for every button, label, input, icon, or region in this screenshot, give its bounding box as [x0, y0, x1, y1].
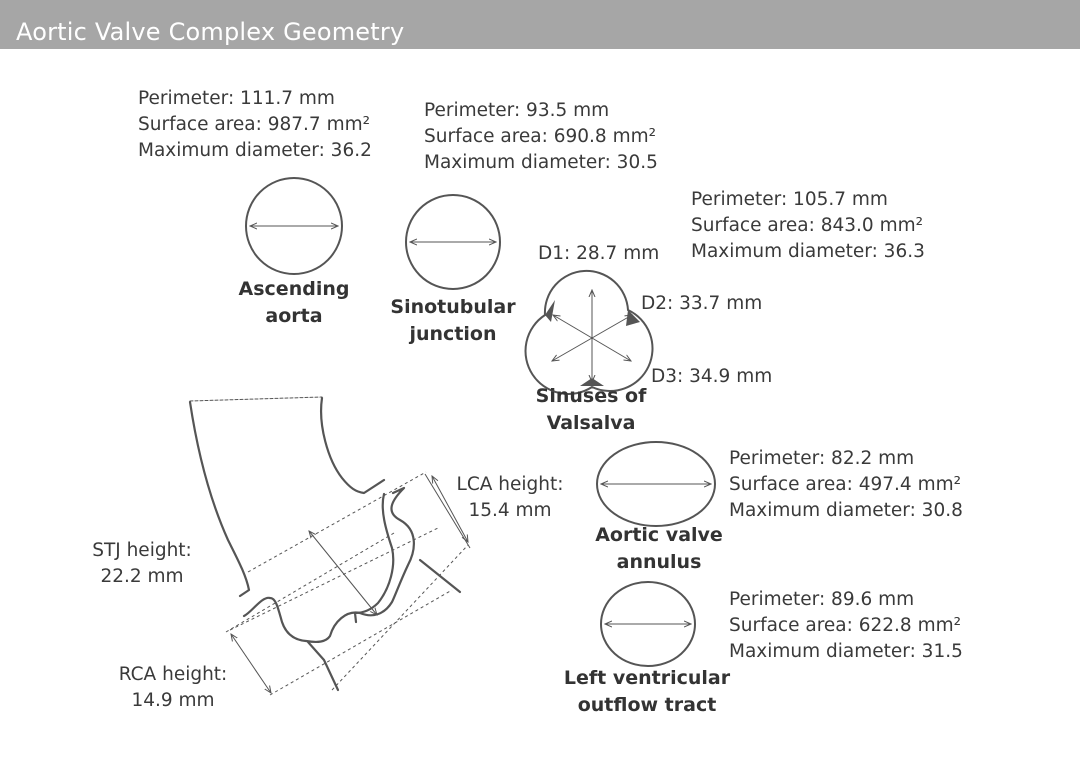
- rca-height-label: RCA height:: [118, 664, 228, 685]
- sinuses-d1: D1: 28.7 mm: [538, 243, 660, 264]
- sinuses-perimeter: Perimeter: 105.7 mm: [691, 189, 888, 210]
- sinuses-label: [511, 383, 671, 437]
- sinuses-stats: [691, 187, 925, 265]
- lvot-label-line1: Left ventricular: [563, 667, 731, 689]
- sinotubular-junction-shape: [406, 195, 500, 289]
- stj-perimeter: Perimeter: 93.5 mm: [424, 100, 610, 121]
- ascending-aorta-max-diameter: Maximum diameter: 36.2: [138, 140, 372, 161]
- sinuses-surface-area: Surface area: 843.0 mm²: [691, 215, 924, 236]
- lvot-label: [557, 665, 737, 719]
- annulus-label: [579, 522, 739, 576]
- stj-height: [72, 538, 212, 590]
- ascending-aorta-shape: [246, 178, 342, 274]
- lvot-max-diameter: Maximum diameter: 31.5: [729, 641, 963, 662]
- annulus-label-line2: annulus: [616, 551, 702, 573]
- annulus-shape: [597, 442, 715, 526]
- annulus-surface-area: Surface area: 497.4 mm²: [729, 474, 962, 495]
- annulus-stats: [729, 446, 963, 524]
- stj-surface-area: Surface area: 690.8 mm²: [424, 126, 657, 147]
- ascending-aorta-label: [214, 276, 374, 330]
- annulus-max-diameter: Maximum diameter: 30.8: [729, 500, 963, 521]
- sinuses-max-diameter: Maximum diameter: 36.3: [691, 241, 925, 262]
- lvot-surface-area: Surface area: 622.8 mm²: [729, 615, 962, 636]
- sinuses-d3: D3: 34.9 mm: [651, 366, 773, 387]
- lca-height-label: LCA height:: [456, 474, 564, 495]
- annulus-perimeter: Perimeter: 82.2 mm: [729, 448, 915, 469]
- ascending-aorta-surface-area: Surface area: 987.7 mm²: [138, 114, 371, 135]
- lvot-stats: [729, 587, 963, 665]
- rca-height: [103, 662, 243, 714]
- rca-height-value: 14.9 mm: [131, 690, 215, 711]
- stj-label-line2: junction: [409, 323, 497, 345]
- stj-max-diameter: Maximum diameter: 30.5: [424, 152, 658, 173]
- sinuses-of-valsalva-shape: [526, 271, 653, 394]
- page-title: Aortic Valve Complex Geometry: [16, 18, 405, 46]
- lvot-perimeter: Perimeter: 89.6 mm: [729, 589, 915, 610]
- stj-label-line1: Sinotubular: [390, 296, 516, 318]
- lvot-label-line2: outflow tract: [577, 694, 717, 716]
- stj-height-value: 22.2 mm: [100, 566, 184, 587]
- height-guides: [226, 472, 470, 695]
- height-arrows: [231, 476, 468, 693]
- ascending-aorta-label-line2: aorta: [265, 305, 323, 327]
- annulus-label-line1: Aortic valve: [595, 524, 723, 546]
- lvot-shape: [601, 582, 695, 666]
- ascending-aorta-stats: [138, 86, 372, 164]
- sinuses-label-line2: Valsalva: [546, 412, 636, 434]
- sinuses-d2: D2: 33.7 mm: [641, 293, 763, 314]
- ascending-aorta-perimeter: Perimeter: 111.7 mm: [138, 88, 335, 109]
- lca-height-value: 15.4 mm: [468, 500, 552, 521]
- aortic-root-longitudinal-view: [190, 397, 460, 690]
- lca-height: [440, 472, 580, 524]
- ascending-aorta-label-line1: Ascending: [238, 278, 350, 300]
- sinuses-label-line1: Sinuses of: [535, 385, 647, 407]
- stj-height-label: STJ height:: [92, 540, 192, 561]
- sinotubular-junction-stats: [424, 98, 658, 176]
- sinotubular-junction-label: [373, 294, 533, 348]
